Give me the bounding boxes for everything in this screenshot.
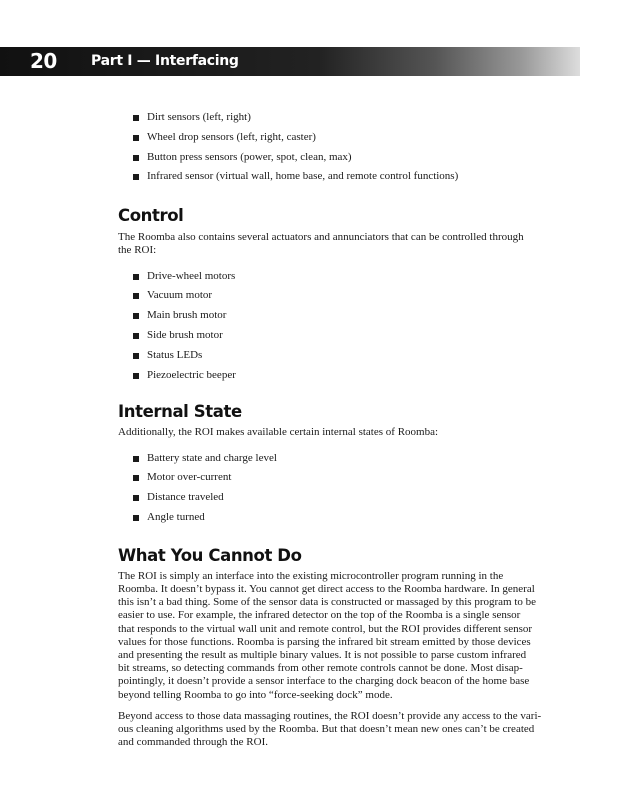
list-item: Wheel drop sensors (left, right, caster) [133, 128, 558, 148]
page-number: 20 [30, 49, 57, 73]
page-content [118, 108, 558, 749]
list-item: Piezoelectric beeper [133, 366, 558, 386]
list-item: Battery state and charge level [133, 449, 558, 469]
section-heading-internal-state: Internal State [118, 402, 242, 422]
control-list [118, 267, 558, 386]
list-item: Status LEDs [133, 346, 558, 366]
section-heading-cannot-do: What You Cannot Do [118, 545, 302, 565]
part-title: Part I — Interfacing [91, 53, 239, 69]
list-item: Dirt sensors (left, right) [133, 108, 558, 128]
cannot-do-paragraph-1: The ROI is simply an interface into the existing microcontroller program running in the Roomba. It doesn’t bypass it. You cannot get direct access to the Roomba hardware. In general this isn’t a bad thing. Some of the sensor data is constructed or massaged by this program to be easier to use. For example, the infrared detector on the top of the Roomba is a single sensor that responds to the virtual wall unit and remote control, but the ROI provides different sensor values for those functions. Roomba is parsing the infrared bit stream emitted by those devices and presenting the result as multiple binary values. It is not possible to parse custom infrared bit streams, so detecting commands from other remote controls cannot be done. Most disap- pointingly, it doesn’t provide a sensor interface to the charging dock beacon of the home base beyond telling Roomba to go into “force-seeking dock” mode. [118, 569, 537, 701]
internal-state-list [118, 449, 558, 528]
list-item: Side brush motor [133, 326, 558, 346]
list-item: Vacuum motor [133, 286, 558, 306]
chapter-header-bar [0, 47, 580, 76]
sensor-list [118, 108, 558, 187]
control-intro: The Roomba also contains several actuators and annunciators that can be controlled through the ROI: [118, 231, 524, 257]
list-item: Button press sensors (power, spot, clean, max) [133, 148, 558, 168]
cannot-do-paragraph-2: Beyond access to those data massaging routines, the ROI doesn’t provide any access to the vari- ous cleaning algorithms used by the Roomba. But that doesn’t mean new ones can’t be created and commanded through the ROI. [118, 709, 542, 749]
list-item: Motor over-current [133, 468, 558, 488]
list-item: Drive-wheel motors [133, 267, 558, 287]
list-item: Distance traveled [133, 488, 558, 508]
section-heading-control: Control [118, 206, 184, 226]
list-item: Angle turned [133, 508, 558, 528]
list-item: Infrared sensor (virtual wall, home base, and remote control functions) [133, 167, 558, 187]
internal-state-intro: Additionally, the ROI makes available certain internal states of Roomba: [118, 426, 439, 439]
list-item: Main brush motor [133, 306, 558, 326]
